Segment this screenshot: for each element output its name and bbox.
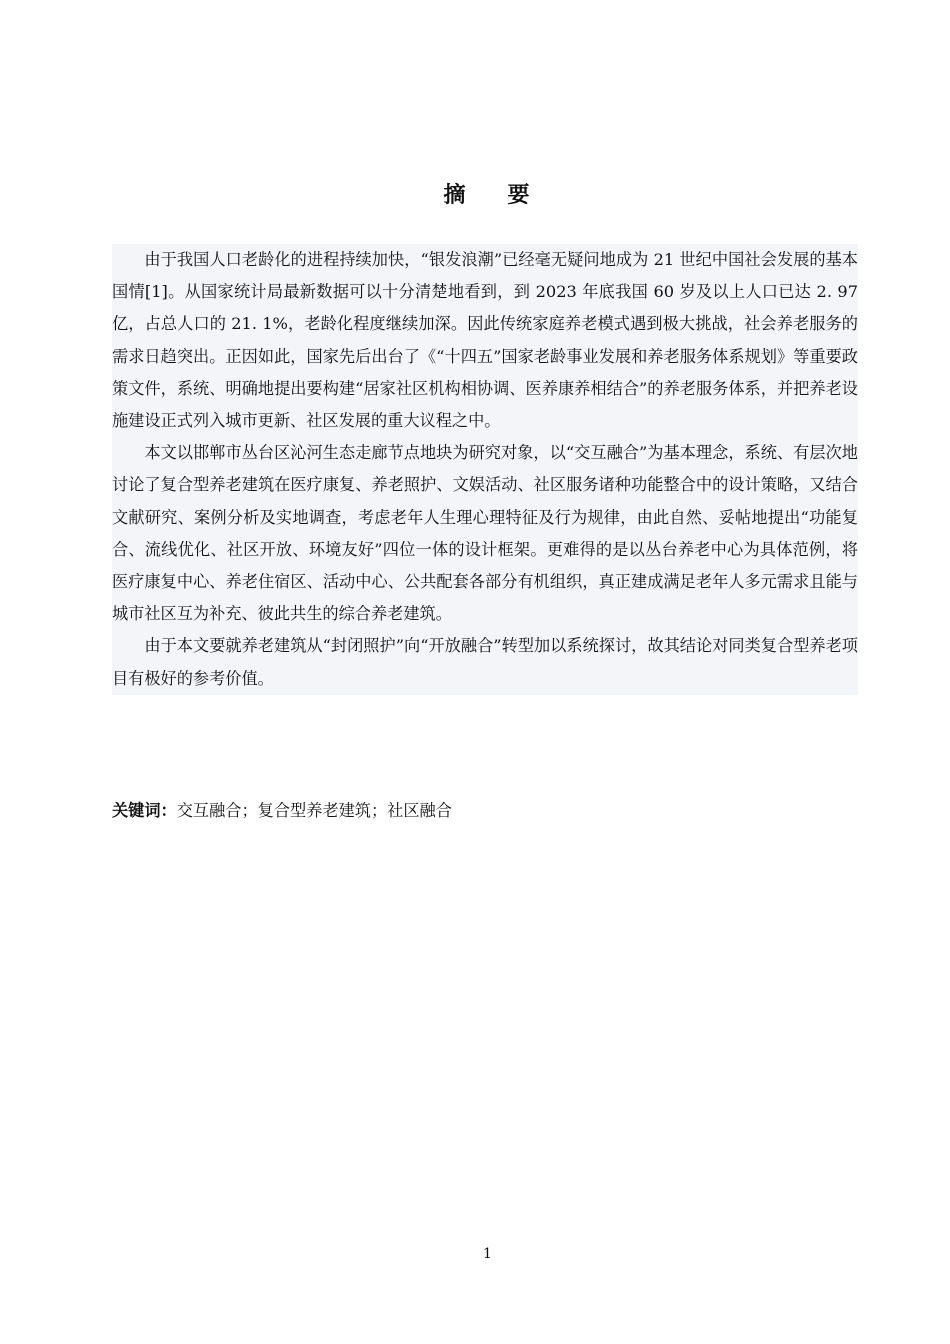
keywords-text: 交互融合；复合型养老建筑；社区融合 <box>176 801 452 820</box>
abstract-paragraph: 本文以邯郸市丛台区沁河生态走廊节点地块为研究对象，以“交互融合”为基本理念，系统、有层次地讨论了复合型养老建筑在医疗康复、养老照护、文娱活动、社区服务诸种功能整合中的设计策略，又结合文献研究、案例分析及实地调查，考虑老年人生理心理特征及行为规律，由此自然、妥帖地提出“功能复合、流线优化、社区开放、环境友好”四位一体的设计框架。更难得的是以丛台养老中心为具体范例，将医疗康复中心、养老住宿区、活动中心、公共配套各部分有机组织，真正建成满足老年人多元需求且能与城市社区互为补充、彼此共生的综合养老建筑。 <box>112 437 858 630</box>
abstract-title <box>0 178 950 209</box>
abstract-title-char: 要 <box>507 183 532 208</box>
abstract-paragraph: 由于本文要就养老建筑从“封闭照护”向“开放融合”转型加以系统探讨，故其结论对同类复合型养老项目有极好的参考价值。 <box>112 630 858 694</box>
keywords-label: 关键词： <box>112 801 177 820</box>
abstract-title-char: 摘 <box>443 183 468 208</box>
abstract-body <box>112 244 858 695</box>
abstract-paragraph: 由于我国人口老龄化的进程持续加快，“银发浪潮”已经毫无疑问地成为 21 世纪中国社会发展的基本国情[1]。从国家统计局最新数据可以十分清楚地看到，到 2023 年底我国 60 岁及以上人口已达 2. 97 亿，占总人口的 21. 1%，老龄化程度继续加深。因此传统家庭养老模式遇到极大挑战，社会养老服务的需求日趋突出。正因如此，国家先后出台了《“十四五”国家老龄事业发展和养老服务体系规划》等重要政策文件，系统、明确地提出要构建“居家社区机构相协调、医养康养相结合”的养老服务体系，并把养老设施建设正式列入城市更新、社区发展的重大议程之中。 <box>112 244 858 437</box>
page-number: 1 <box>483 1246 492 1262</box>
keywords-line <box>112 796 452 826</box>
